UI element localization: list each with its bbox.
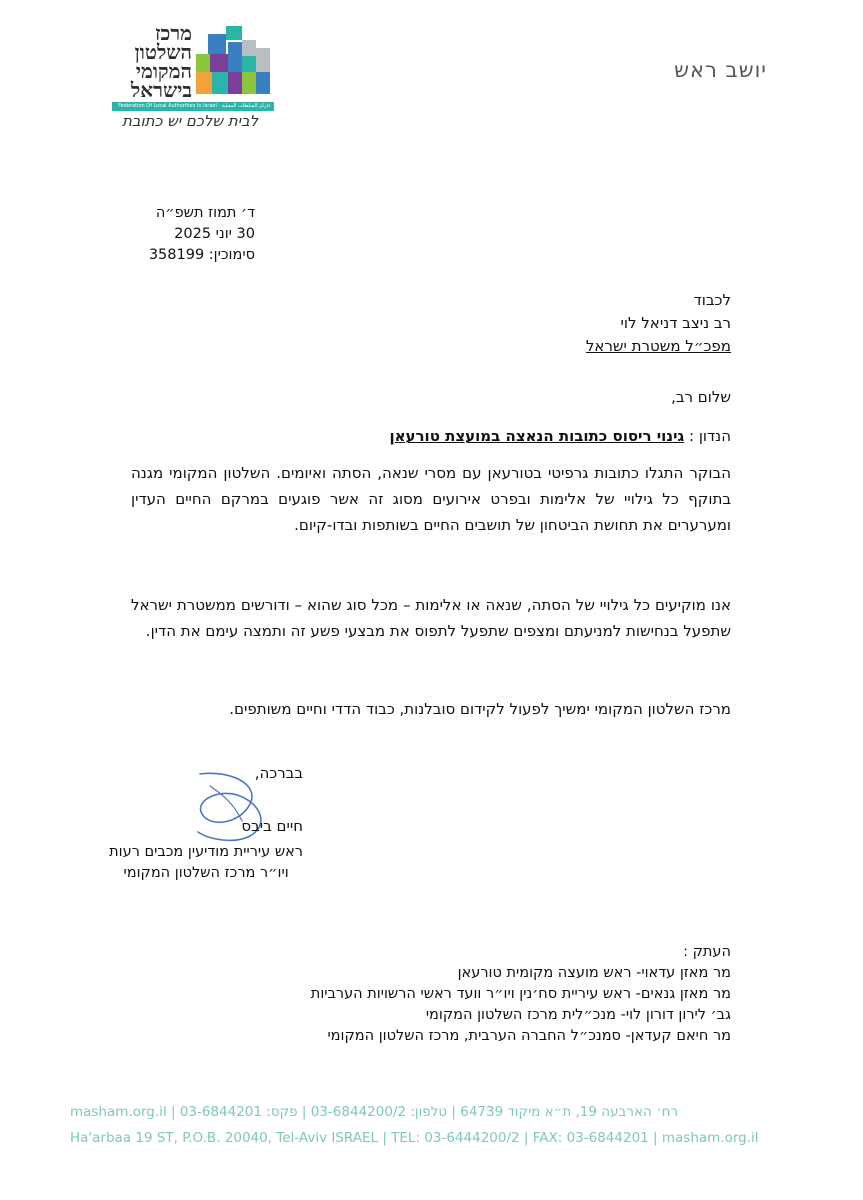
salutation: לכבוד (693, 291, 731, 309)
footer-hebrew: רח׳ הארבעה 19, ת״א מיקוד 64739 | טלפון: 03-6844200/2 | פקס: 03-6844201 | masham.org.il (70, 1104, 679, 1120)
recipient-name: רב ניצב דניאל לוי (620, 314, 731, 332)
signer-role-1: ראש עיריית מודיעין מכבים רעות (109, 844, 303, 860)
role-title: יושב ראש (674, 58, 767, 82)
logo-buildings-icon (196, 26, 274, 98)
copy-item: מר מאזן עדאוי- ראש מועצה מקומית טורעאן (457, 965, 731, 981)
footer-english: Ha'arbaa 19 ST, P.O.B. 20040, Tel-Aviv ISRAEL | TEL: 03-6444200/2 | FAX: 03-6844201 | masham.org.il (70, 1130, 759, 1146)
recipient-title: מפכ״ל משטרת ישראל (585, 337, 731, 355)
recipient-address (586, 289, 731, 358)
letter-meta (149, 203, 255, 266)
copies-label: העתק : (683, 944, 731, 960)
logo-slogan: לבית שלכם יש כתובת (122, 112, 259, 130)
signoff: בברכה, (254, 764, 303, 782)
copy-item: גב׳ לירון דורון לוי- מנכ״לית מרכז השלטון המקומי (425, 1007, 731, 1023)
greeting: שלום רב, (671, 388, 731, 406)
copy-item: מר מאזן גנאים- ראש עיריית סח׳נין ויו״ר וועד ראשי הרשויות הערביות (310, 986, 731, 1002)
body-paragraph-1: הבוקר התגלו כתובות גרפיטי בטורעאן עם מסרי שנאה, הסתה ואיומים. השלטון המקומי מגנה בתוקף כל גילויי של אלימות ובפרט אירועים מסוג זה אשר פוגעים במרקם החיים העדין ומערערים את תחושת הביטחון של תושבים החיים בשותפות ובדו-קיום. (131, 464, 731, 534)
reference-number: סימוכין: 358199 (148, 247, 255, 263)
body-paragraph-2: אנו מוקיעים כל גילויי של הסתה, שנאה או אלימות – מכל סוג שהוא – ודורשים ממשטרת ישראל שתפעל בנחישות למניעתם ומצפים שתפעל לתפוס את מבצעי פשע זה ותמצה עימם את הדין. (131, 596, 731, 640)
hebrew-date: ד׳ תמוז תשפ״ה (155, 205, 255, 221)
signer-name: חיים ביבס (241, 817, 303, 835)
subject-text: גינוי ריסוס כתובות הנאצה במועצת טורעאן (389, 427, 685, 445)
subject-line (389, 427, 731, 445)
organization-logo (112, 21, 282, 134)
gregorian-date: 30 יוני 2025 (174, 226, 255, 242)
logo-bar: מركز السلطات المحلية · Federation Of Local Authorities In Israel (112, 102, 274, 111)
logo-text: מרכז השלטון המקומי בישראל (130, 21, 192, 102)
copies-list (311, 942, 731, 1047)
subject-label: הנדון : (689, 427, 731, 445)
copy-item: מר חיאם קעדאן- סמנכ״ל החברה הערבית, מרכז השלטון המקומי (327, 1028, 731, 1044)
body-paragraph-3: מרכז השלטון המקומי ימשיך לפעול לקידום סובלנות, כבוד הדדי וחיים משותפים. (229, 700, 731, 718)
signer-role-2: ויו״ר מרכז השלטון המקומי (123, 865, 289, 881)
signer-roles (109, 842, 303, 884)
